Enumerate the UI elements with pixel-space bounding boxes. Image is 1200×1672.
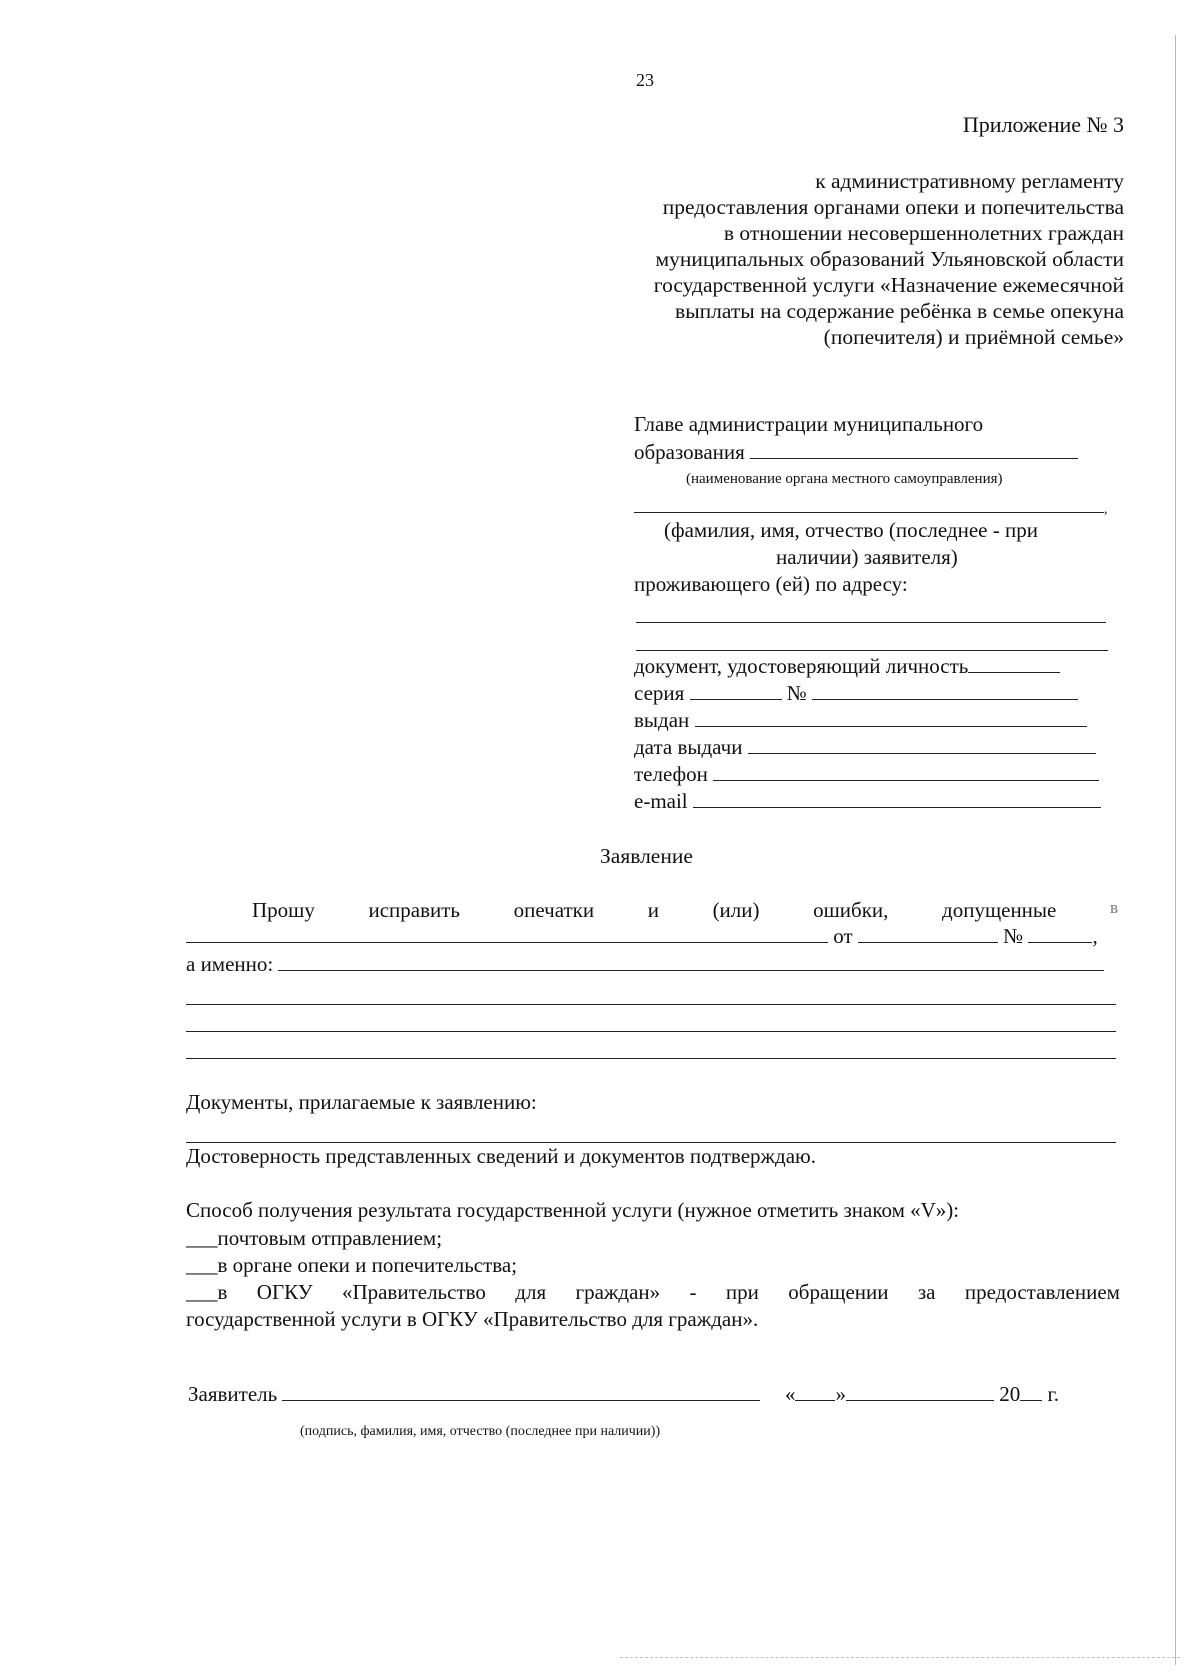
issue-date-label: дата выдачи (634, 735, 743, 759)
phone-field[interactable] (713, 780, 1099, 781)
appendix-desc-line: муниципальных образований Ульяновской области (655, 247, 1124, 271)
reference-comma: , (1092, 924, 1098, 948)
from-label: от (833, 924, 853, 948)
ogku-word: ОГКУ (256, 1280, 313, 1304)
attachments-field[interactable] (186, 1142, 1116, 1143)
method-title: Способ получения результата государственной услуги (нужное отметить знаком «V»): (186, 1198, 960, 1222)
id-document-row (634, 654, 1060, 679)
ogku-word: за (917, 1280, 936, 1304)
attachments-label: Документы, прилагаемые к заявлению: (186, 1090, 537, 1114)
option-ogku-line2: государственной услуги в ОГКУ «Правительство для граждан». (186, 1307, 759, 1331)
applicant-label: Заявитель (188, 1382, 278, 1406)
quote-open: « (784, 1382, 796, 1406)
signature-row (188, 1382, 1059, 1407)
option-guardianship-label: в органе опеки и попечительства; (217, 1253, 518, 1277)
namely-row (186, 952, 1104, 977)
ogku-word: при (725, 1280, 759, 1304)
email-label: e-mail (634, 789, 688, 813)
statement-word: исправить (368, 898, 460, 922)
document-date-field[interactable] (858, 942, 998, 943)
applicant-fio-row (634, 494, 1108, 519)
statement-word: Прошу (252, 898, 315, 922)
statement-word: допущенные (942, 898, 1057, 922)
ogku-word: обращении (788, 1280, 889, 1304)
issued-label: выдан (634, 708, 690, 732)
option-guardianship[interactable] (186, 1253, 517, 1278)
statement-word: (или) (712, 898, 760, 922)
statement-word: и (647, 898, 659, 922)
phone-row (634, 762, 1099, 787)
issue-date-row (634, 735, 1096, 760)
appendix-desc-line: государственной услуги «Назначение ежемесячной (653, 273, 1124, 297)
issue-date-field[interactable] (748, 753, 1096, 754)
day-field[interactable] (795, 1400, 835, 1401)
ogku-word: в (217, 1280, 228, 1304)
scan-artifact-line (620, 1656, 1180, 1658)
statement-word: в (1109, 898, 1118, 917)
option-mail-label: почтовым отправлением; (217, 1226, 443, 1250)
namely-field-line-4[interactable] (186, 1058, 1116, 1059)
email-row (634, 789, 1101, 814)
fio-note-1: (фамилия, имя, отчество (последнее - при (664, 518, 1038, 542)
organ-name-field[interactable] (750, 458, 1078, 459)
addressee-line1: Главе администрации муниципального (634, 412, 984, 436)
organ-note: (наименование органа местного самоуправления) (686, 471, 1003, 487)
number-sign: № (786, 681, 807, 705)
statement-first-line (252, 898, 1118, 923)
month-field[interactable] (846, 1400, 994, 1401)
ogku-word: «Правительство (341, 1280, 486, 1304)
appendix-desc-line: выплаты на содержание ребёнка в семье опекуна (675, 299, 1124, 323)
option-ogku-line1 (218, 1280, 1121, 1305)
year-suffix: г. (1047, 1382, 1059, 1406)
page-edge-line (1175, 35, 1176, 1665)
option-mail[interactable] (186, 1226, 442, 1251)
namely-field[interactable] (278, 970, 1104, 971)
document-reference-row (186, 924, 1098, 949)
year-prefix: 20 (999, 1382, 1021, 1406)
document-number-field[interactable] (1028, 942, 1092, 943)
quote-close: » (835, 1382, 846, 1406)
applicant-fio-field[interactable] (634, 512, 1104, 513)
namely-field-line-2[interactable] (186, 1004, 1116, 1005)
appendix-desc-line: к административному регламенту (815, 169, 1124, 193)
email-field[interactable] (693, 807, 1101, 808)
checkbox-blank[interactable]: ___ (186, 1253, 218, 1277)
fio-comma: , (1104, 502, 1108, 517)
statement-title: Заявление (600, 844, 693, 868)
id-document-field[interactable] (968, 672, 1060, 673)
checkbox-blank[interactable]: ___ (186, 1280, 218, 1304)
addressee-organ-row (634, 440, 1078, 465)
document-name-field[interactable] (186, 942, 828, 943)
addressee-organ-label: образования (634, 440, 745, 464)
series-field[interactable] (690, 699, 782, 700)
appendix-desc-line: (попечителя) и приёмной семье» (823, 325, 1124, 349)
year-field[interactable] (1020, 1400, 1042, 1401)
ogku-word: для (515, 1280, 547, 1304)
phone-label: телефон (634, 762, 708, 786)
ogku-word: - (689, 1280, 697, 1304)
appendix-desc-line: в отношении несовершеннолетних граждан (723, 221, 1124, 245)
id-document-label: документ, удостоверяющий личность (634, 654, 969, 678)
ogku-word: предоставлением (964, 1280, 1120, 1304)
checkbox-blank[interactable]: ___ (186, 1226, 218, 1250)
ogku-word: граждан» (575, 1280, 661, 1304)
appendix-title: Приложение № 3 (962, 112, 1124, 137)
signature-note: (подпись, фамилия, имя, отчество (последнее при наличии)) (300, 1424, 661, 1439)
namely-field-line-3[interactable] (186, 1031, 1116, 1032)
address-field-1[interactable] (636, 622, 1106, 623)
statement-word: опечатки (513, 898, 595, 922)
statement-word: ошибки, (813, 898, 889, 922)
issued-row (634, 708, 1087, 733)
appendix-description (524, 168, 1124, 350)
appendix-desc-line: предоставления органами опеки и попечительства (662, 195, 1124, 219)
number-field[interactable] (812, 699, 1078, 700)
doc-number-sign: № (1003, 924, 1024, 948)
namely-label: а именно: (186, 952, 274, 976)
series-number-row (634, 681, 1078, 706)
address-field-2[interactable] (636, 650, 1108, 651)
confirmation-text: Достоверность представленных сведений и документов подтверждаю. (186, 1144, 816, 1168)
issued-field[interactable] (695, 726, 1087, 727)
option-ogku[interactable] (186, 1280, 1120, 1305)
residing-label: проживающего (ей) по адресу: (634, 572, 908, 596)
fio-note-2: наличии) заявителя) (776, 545, 958, 569)
applicant-signature-field[interactable] (282, 1400, 760, 1401)
page-number: 23 (636, 70, 654, 90)
series-label: серия (634, 681, 685, 705)
